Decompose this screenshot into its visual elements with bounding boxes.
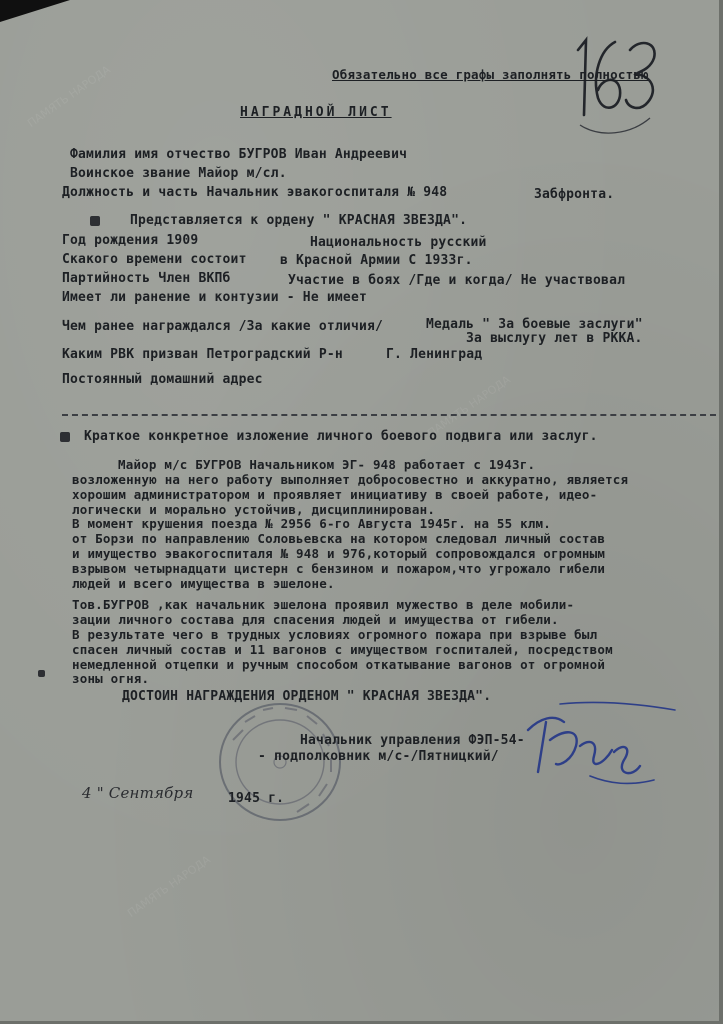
- field-birth-year: Год рождения 1909: [62, 233, 199, 248]
- field-prior-award-1: Медаль " За боевые заслуги": [426, 317, 643, 332]
- feat-line: В момент крушения поезда № 2956 6-го Августа 1945г. на 55 клм.: [72, 516, 551, 531]
- feat-line: хорошим администратором и проявляет инициативу в своей работе, идео-: [72, 487, 598, 502]
- feat-line: взрывом четырнадцати цистерн с бензином и пожаром,что угрожало гибели: [72, 561, 606, 576]
- instruction-line: Обязательно все графы заполнять полностью: [332, 67, 649, 82]
- feat-line: людей и всего имущества в эшелоне.: [72, 576, 335, 591]
- field-prior-award-2: За выслугу лет в РККА.: [466, 331, 643, 346]
- section-divider: [62, 414, 716, 416]
- field-wounds: Имеет ли ранение и контузии - Не имеет: [62, 290, 368, 305]
- feat-heading: Краткое конкретное изложение личного боевого подвига или заслуг.: [84, 429, 598, 444]
- field-position: Должность и часть Начальник эвакогоспиталя № 948: [62, 185, 448, 200]
- feat-line: зоны огня.: [72, 671, 150, 686]
- field-drafted-city: Г. Ленинград: [386, 347, 483, 362]
- date-year: 1945 г.: [228, 791, 285, 806]
- feat-line: зации личного состава для спасения людей и имущества от гибели.: [72, 612, 559, 627]
- watermark: ПАМЯТЬ НАРОДА: [125, 853, 213, 920]
- torn-corner: [0, 0, 70, 22]
- feat-line: В результате чего в трудных условиях огромного пожара при взрыве был: [72, 627, 598, 642]
- signature: [520, 700, 680, 795]
- feat-line: немедленной отцепки и ручным способом откатывание вагонов от огромной: [72, 657, 606, 672]
- field-combat: Участие в боях /Где и когда/ Не участвовал: [288, 273, 626, 288]
- feat-line: от Борзи по направлению Соловьевска на котором следовал личный состав: [72, 531, 606, 546]
- margin-mark: [60, 432, 70, 442]
- margin-mark: [90, 216, 100, 226]
- field-prior-awards-label: Чем ранее награждался /За какие отличия/: [62, 319, 384, 334]
- feat-line: Майор м/с БУГРОВ Начальником ЭГ- 948 работает с 1943г.: [118, 457, 536, 472]
- field-service-since-b: в Красной Армии С 1933г.: [280, 253, 473, 268]
- signer-name: - подполковник м/с-/Пятницкий/: [258, 749, 499, 764]
- margin-mark: [38, 670, 45, 677]
- feat-line: Тов.БУГРОВ ,как начальник эшелона проявил мужество в деле мобили-: [72, 597, 575, 612]
- field-service-since-a: Скакого времени состоит: [62, 252, 247, 267]
- field-fio: Фамилия имя отчество БУГРОВ Иван Андреевич: [70, 147, 408, 162]
- document-title: НАГРАДНОЙ ЛИСТ: [240, 105, 392, 120]
- feat-line: логически и морально устойчив, дисциплинирован.: [72, 502, 436, 517]
- field-nationality: Национальность русский: [310, 235, 487, 250]
- field-drafted-by: Каким РВК призван Петроградский Р-н: [62, 347, 343, 362]
- feat-line: спасен личный состав и 11 вагонов с имуществом госпиталей, посредством: [72, 642, 613, 657]
- date-handwritten: 4 " Сентября: [82, 784, 194, 802]
- page-edge-right: [719, 0, 723, 1024]
- field-party: Партийность Член ВКПб: [62, 271, 231, 286]
- field-home-address: Постоянный домашний адрес: [62, 372, 263, 387]
- feat-conclusion: ДОСТОИН НАГРАЖДЕНИЯ ОРДЕНОМ " КРАСНАЯ ЗВЕЗДА".: [122, 689, 492, 704]
- field-nominated-for: Представляется к ордену " КРАСНАЯ ЗВЕЗДА".: [130, 213, 468, 228]
- field-front: Забфронта.: [534, 187, 615, 202]
- watermark: ПАМЯТЬ НАРОДА: [425, 373, 513, 440]
- watermark: ПАМЯТЬ НАРОДА: [25, 63, 113, 130]
- feat-line: и имущество эвакогоспиталя № 948 и 976,который сопровождался огромным: [72, 546, 606, 561]
- field-rank: Воинское звание Майор м/сл.: [70, 166, 287, 181]
- signer-title: Начальник управления ФЭП-54-: [300, 733, 525, 748]
- feat-line: возложенную на него работу выполняет добросовестно и аккуратно, является: [72, 472, 629, 487]
